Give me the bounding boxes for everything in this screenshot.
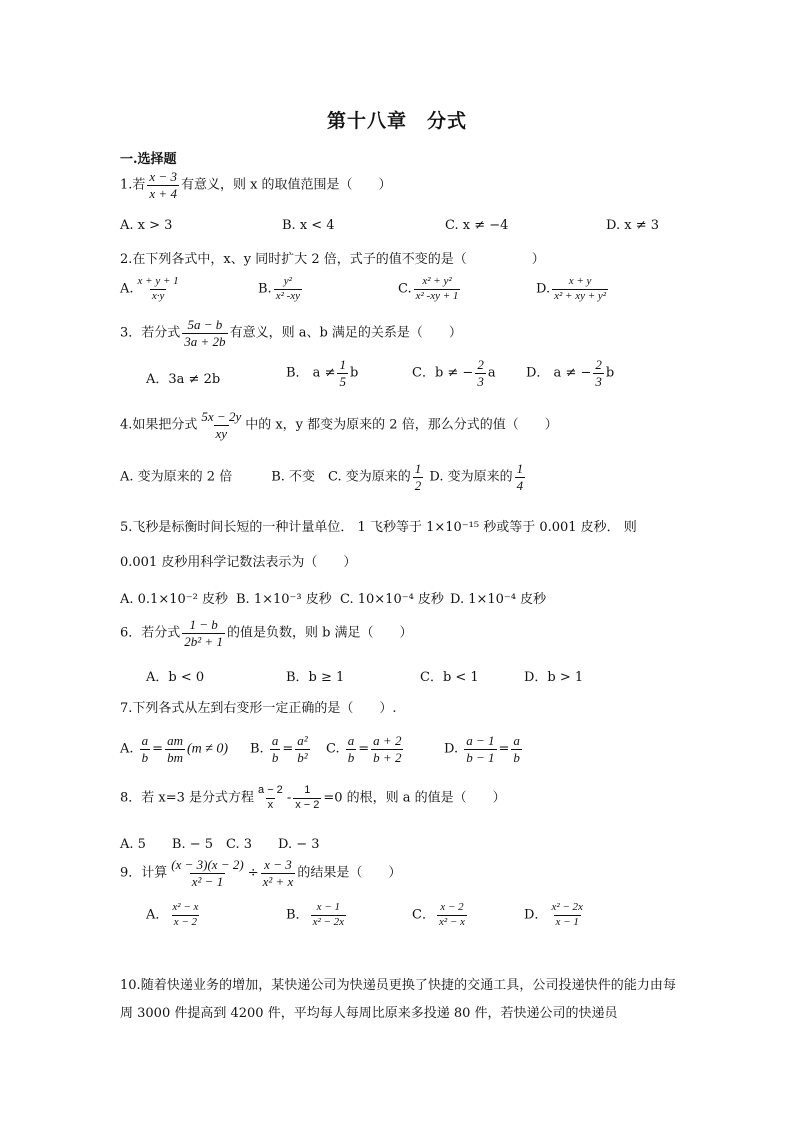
q9-option-b: B． $\frac{x - 1}{\text{x² − 2x}}$ [286, 901, 345, 928]
q1-option-b: B. x < 4 [282, 218, 335, 233]
q8-options: A. 5 B. − 5 C. 3 D. − 3 [120, 837, 320, 852]
q3-option-d: D． a ≠ − $\frac{2}{3}$ b [526, 357, 615, 389]
q6-option-a: A．b < 0 [146, 670, 205, 685]
q5-option-a: A. 0.1×10⁻² 皮秒 [120, 592, 228, 607]
q7-option-a: A. $\frac{a}{b}$ = $\frac{am}{bm}$ (m ≠ 0) [120, 733, 229, 765]
question-5-line-2: 0.001 皮秒用科学记数法表示为（ ） [120, 555, 357, 570]
q4-options: A. 变为原来的 2 倍 B. 不变 C. 变为原来的 $\frac{1}{2}$ D. 变为原来的 $\frac{1}{4}$ [120, 461, 524, 493]
question-7: 7.下列各式从左到右变形一定正确的是（ ）. [120, 701, 397, 716]
q2-option-d: D. $\frac{x + y}{\text{x² + xy + y²}}$ [536, 275, 607, 302]
q6-fraction: $\frac{1 - b}{\text{2b² + 1}}$ [184, 617, 223, 649]
q1-option-a: A. x > 3 [120, 218, 173, 233]
q5-option-c: C. 10×10⁻⁴ 皮秒 [340, 592, 444, 607]
q5-option-d: D. 1×10⁻⁴ 皮秒 [450, 592, 547, 607]
q9-option-c: C． $\frac{x - 2}{\text{x² − x}}$ [412, 901, 465, 928]
section-heading: 一.选择题 [120, 152, 177, 167]
q6-option-d: D．b > 1 [524, 670, 584, 685]
q8-fraction-1: $\frac{a - 2}{x}$ [258, 784, 283, 811]
question-8: 8．若 x=3 是分式方程 $\frac{a - 2}{x}$ - $\frac{1}{x - 2}$ =0 的根，则 a 的值是（ ） [120, 784, 506, 811]
q1-option-c: C. x ≠ −4 [445, 218, 509, 233]
q9-option-d: D． $\frac{\text{x² − 2x}}{x - 1}$ [524, 901, 583, 928]
q6-option-c: C．b < 1 [420, 670, 479, 685]
q5-option-b: B. 1×10⁻³ 皮秒 [236, 592, 332, 607]
question-10: 10.随着快递业务的增加，某快递公司为快递员更换了快捷的交通工具，公司投递快件的能力由每周 3000 件提高到 4200 件，平均每人每周比原来多投递 80 件，若快递公司的快递员 [120, 978, 676, 1021]
question-3: 3．若分式 $\frac{5a - b}{3a + 2b}$ 有意义，则 a、b 满足的关系是（ ） [120, 317, 462, 349]
q3-fraction: $\frac{5a - b}{3a + 2b}$ [184, 317, 226, 349]
q9-option-a: A． $\frac{\text{x² − x}}{x - 2}$ [146, 901, 199, 928]
q3-option-a: A．3a ≠ 2b [146, 372, 221, 387]
q6-option-b: B．b ≥ 1 [286, 670, 345, 685]
q3-option-c: C．b ≠ − $\frac{2}{3}$ a [412, 357, 496, 389]
q2-option-b: B. $\frac{\text{y²}}{\text{x² -xy}}$ [258, 275, 301, 302]
q1-fraction: $\frac{x - 3}{x + 4}$ [149, 169, 177, 201]
q9-fraction-1: $\frac{(x - 3)(x - 2)}{\text{x² − 1}}$ [171, 857, 244, 889]
q7-option-b: B. $\frac{a}{b}$ = $\frac{\text{a²}}{\text{b²}}$ [250, 733, 308, 765]
q7-option-d: D. $\frac{a - 1}{b - 1}$ = $\frac{a}{b}$ [444, 733, 520, 765]
question-1 [120, 170, 392, 200]
q7-option-c: C. $\frac{a}{b}$ = $\frac{a + 2}{b + 2}$ [326, 733, 402, 765]
q1-prefix: 1.若 [120, 177, 146, 193]
q3-option-b: B． a ≠ $\frac{1}{5}$ b [286, 357, 359, 389]
page-title: 第十八章 分式 [326, 110, 467, 132]
question-9: 9．计算 $\frac{(x - 3)(x - 2)}{\text{x² − 1}}$ ÷ $\frac{x - 3}{\text{x² + x}}$ 的结果是（ ） [120, 857, 402, 889]
q2-option-a: A. $\frac{x + y + 1}{x\cdot y}$ [120, 275, 179, 302]
q4-fraction: $\frac{5x - 2y}{xy}$ [201, 409, 242, 441]
q1-suffix: 有意义，则 x 的取值范围是（ ） [180, 177, 392, 193]
q1-option-d: D. x ≠ 3 [606, 218, 659, 233]
q9-fraction-2: $\frac{x - 3}{\text{x² + x}}$ [262, 857, 294, 889]
q8-fraction-2: $\frac{1}{x - 2}$ [295, 784, 320, 811]
question-2: 2.在下列各式中，x、y 同时扩大 2 倍，式子的值不变的是（ ） [120, 252, 545, 267]
question-4: 4.如果把分式 $\frac{5x - 2y}{xy}$ 中的 x，y 都变为原来的 2 倍，那么分式的值（ ） [120, 409, 558, 441]
question-6: 6．若分式 $\frac{1 - b}{\text{2b² + 1}}$ 的值是负数，则 b 满足（ ） [120, 617, 413, 649]
q2-option-c: C. $\frac{\text{x² + y²}}{\text{x² -xy + 1}}$ [398, 275, 459, 302]
question-5-line-1: 5.飞秒是标衡时间长短的一种计量单位． 1 飞秒等于 1×10⁻¹⁵ 秒或等于 0.001 皮秒． 则 [120, 520, 637, 535]
